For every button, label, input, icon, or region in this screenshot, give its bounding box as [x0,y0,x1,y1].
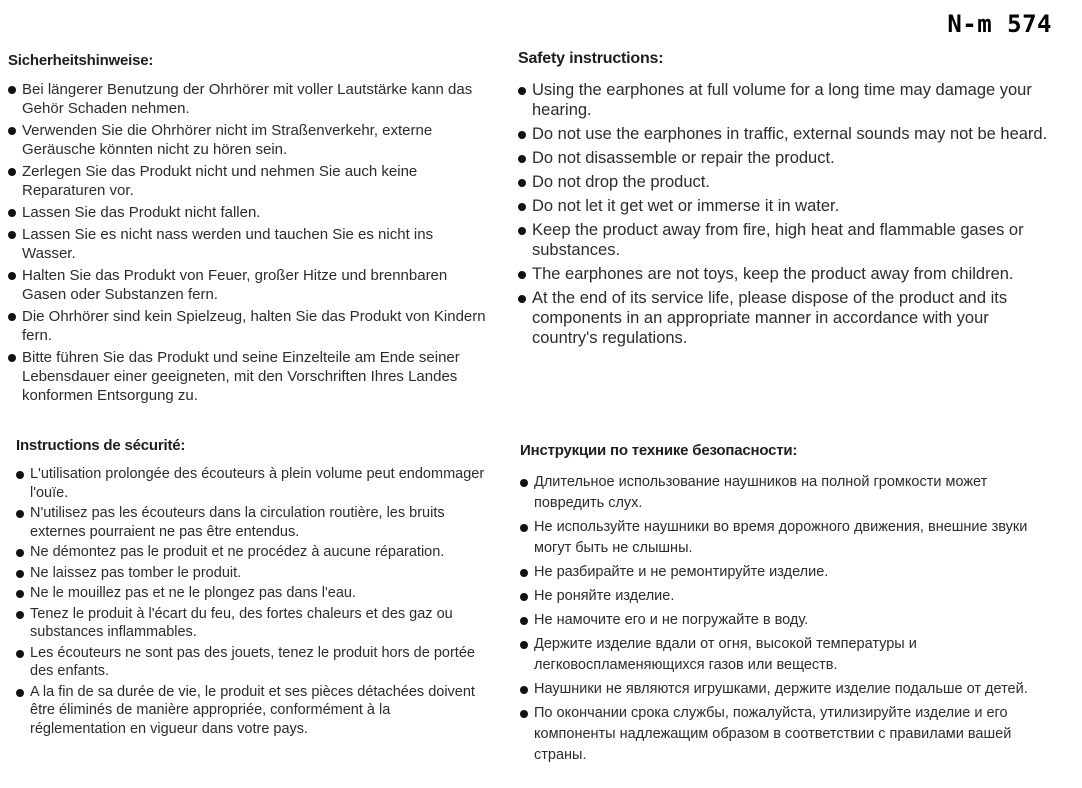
bullet-icon [8,272,16,280]
item-text: Ne le mouillez pas et ne le plongez pas dans l'eau. [30,585,357,601]
item-text: По окончании срока службы, пожалуйста, утилизируйте изделие и его компоненты надлежащим образом в соответствии с правилами вашей страны. [534,705,1012,763]
bullet-icon [16,549,24,557]
item-text: Наушники не являются игрушками, держите изделие подальше от детей. [534,681,1028,697]
item-text: At the end of its service life, please dispose of the product and its components in an appropriate manner in accordance with your country's regulations. [532,289,1008,347]
item-text: Lassen Sie das Produkt nicht fallen. [22,204,261,221]
instruction-list-russian [520,472,1060,766]
list-item [16,504,486,541]
bullet-icon [8,209,16,217]
bullet-icon [518,155,526,163]
item-text: Bei längerer Benutzung der Ohrhörer mit voller Lautstärke kann das Gehör Schaden nehmen. [22,81,473,117]
bullet-icon [8,168,16,176]
bullet-icon [518,227,526,235]
item-text: Tenez le produit à l'écart du feu, des fortes chaleurs et des gaz ou substances inflammables. [30,605,453,640]
list-item [520,472,1060,514]
item-text: Ne démontez pas le produit et ne procédez à aucune réparation. [30,544,445,560]
instruction-list-french [16,465,486,738]
list-item [518,220,1048,260]
list-item [518,124,1048,144]
item-text: Die Ohrhörer sind kein Spielzeug, halten Sie das Produkt von Kindern fern. [22,308,486,344]
bullet-icon [16,570,24,578]
list-item [8,80,488,118]
bullet-icon [8,86,16,94]
list-item [518,264,1048,284]
safety-section-german [8,52,488,408]
item-text: Halten Sie das Produkt von Feuer, großer Hitze und brennbaren Gasen oder Substanzen fern. [22,267,448,303]
item-text: Bitte führen Sie das Produkt und seine Einzelteile am Ende seiner Lebensdauer einer geeigneten, mit den Vorschriften Ihres Landes konformen Entsorgung zu. [22,349,460,404]
section-title-russian: Инструкции по технике безопасности: [520,442,798,459]
bullet-icon [520,686,528,694]
bullet-icon [520,641,528,649]
instruction-list-english [518,80,1048,348]
item-text: The earphones are not toys, keep the product away from children. [532,265,1014,283]
bullet-icon [518,271,526,279]
bullet-icon [518,179,526,187]
item-text: L'utilisation prolongée des écouteurs à plein volume peut endommager l'ouïe. [30,466,485,501]
safety-section-russian [520,442,1060,769]
item-text: Do not disassemble or repair the product. [532,149,835,167]
section-title-english: Safety instructions: [518,50,664,67]
list-item [520,703,1060,766]
item-text: Ne laissez pas tomber le produit. [30,564,242,581]
item-text: Не роняйте изделие. [534,588,675,604]
list-item [8,203,488,222]
bullet-icon [16,650,24,658]
item-text: Lassen Sie es nicht nass werden und tauchen Sie es nicht ins Wasser. [22,226,434,262]
bullet-icon [518,87,526,95]
list-item [16,605,486,642]
item-text: Using the earphones at full volume for a long time may damage your hearing. [532,81,1032,119]
item-text: N'utilisez pas les écouteurs dans la circulation routière, les bruits externes pourraient ne pas être entendus. [30,505,445,540]
item-text: Не используйте наушники во время дорожного движения, внешние звуки могут быть не слышны. [534,519,1028,556]
item-text: Les écouteurs ne sont pas des jouets, tenez le produit hors de portée des enfants. [30,644,475,679]
bullet-icon [518,131,526,139]
list-item [16,644,486,681]
list-item [520,679,1060,700]
bullet-icon [16,590,24,598]
item-text: Длительное использование наушников на полной громкости может повредить слух. [534,474,988,511]
list-item [8,307,488,345]
section-title-french: Instructions de sécurité: [16,437,186,454]
list-item [520,562,1060,583]
bullet-icon [520,524,528,532]
bullet-icon [520,710,528,718]
list-item [518,148,1048,168]
list-item [8,348,488,405]
list-item [520,586,1060,607]
item-text: Do not drop the product. [532,173,710,191]
list-item [16,584,486,603]
bullet-icon [16,510,24,518]
bullet-icon [520,593,528,601]
document-id: N-m 574 [947,10,1052,38]
item-text: Keep the product away from fire, high heat and flammable gases or substances. [532,221,1024,259]
list-item [16,683,486,739]
list-item [518,80,1048,120]
bullet-icon [8,354,16,362]
bullet-icon [8,231,16,239]
list-item [8,266,488,304]
section-title-german: Sicherheitshinweise: [8,52,154,69]
list-item [16,465,486,502]
bullet-icon [520,479,528,487]
safety-section-english [518,50,1048,352]
list-item [8,162,488,200]
item-text: Не разбирайте и не ремонтируйте изделие. [534,564,829,580]
item-text: Zerlegen Sie das Produkt nicht und nehmen Sie auch keine Reparaturen vor. [22,163,418,199]
list-item [520,634,1060,676]
bullet-icon [518,203,526,211]
list-item [518,196,1048,216]
list-item [8,225,488,263]
bullet-icon [518,295,526,303]
item-text: A la fin de sa durée de vie, le produit et ses pièces détachées doivent être éliminés de manière appropriée, conformément à la réglementation en vigueur dans votre pays. [30,683,475,737]
item-text: Verwenden Sie die Ohrhörer nicht im Straßenverkehr, externe Geräusche könnten nicht zu hören sein. [22,122,433,158]
item-text: Держите изделие вдали от огня, высокой температуры и легковоспламеняющихся газов или веществ. [534,636,917,673]
bullet-icon [8,313,16,321]
list-item [518,288,1048,348]
bullet-icon [520,569,528,577]
item-text: Не намочите его и не погружайте в воду. [534,612,809,628]
list-item [16,564,486,583]
list-item [520,610,1060,631]
list-item [518,172,1048,192]
safety-section-french [16,437,486,740]
list-item [520,517,1060,559]
instruction-list-german [8,80,488,405]
item-text: Do not use the earphones in traffic, external sounds may not be heard. [532,125,1048,143]
list-item [8,121,488,159]
bullet-icon [16,611,24,619]
bullet-icon [16,689,24,697]
list-item [16,543,486,562]
bullet-icon [520,617,528,625]
bullet-icon [8,127,16,135]
item-text: Do not let it get wet or immerse it in water. [532,197,840,215]
bullet-icon [16,471,24,479]
